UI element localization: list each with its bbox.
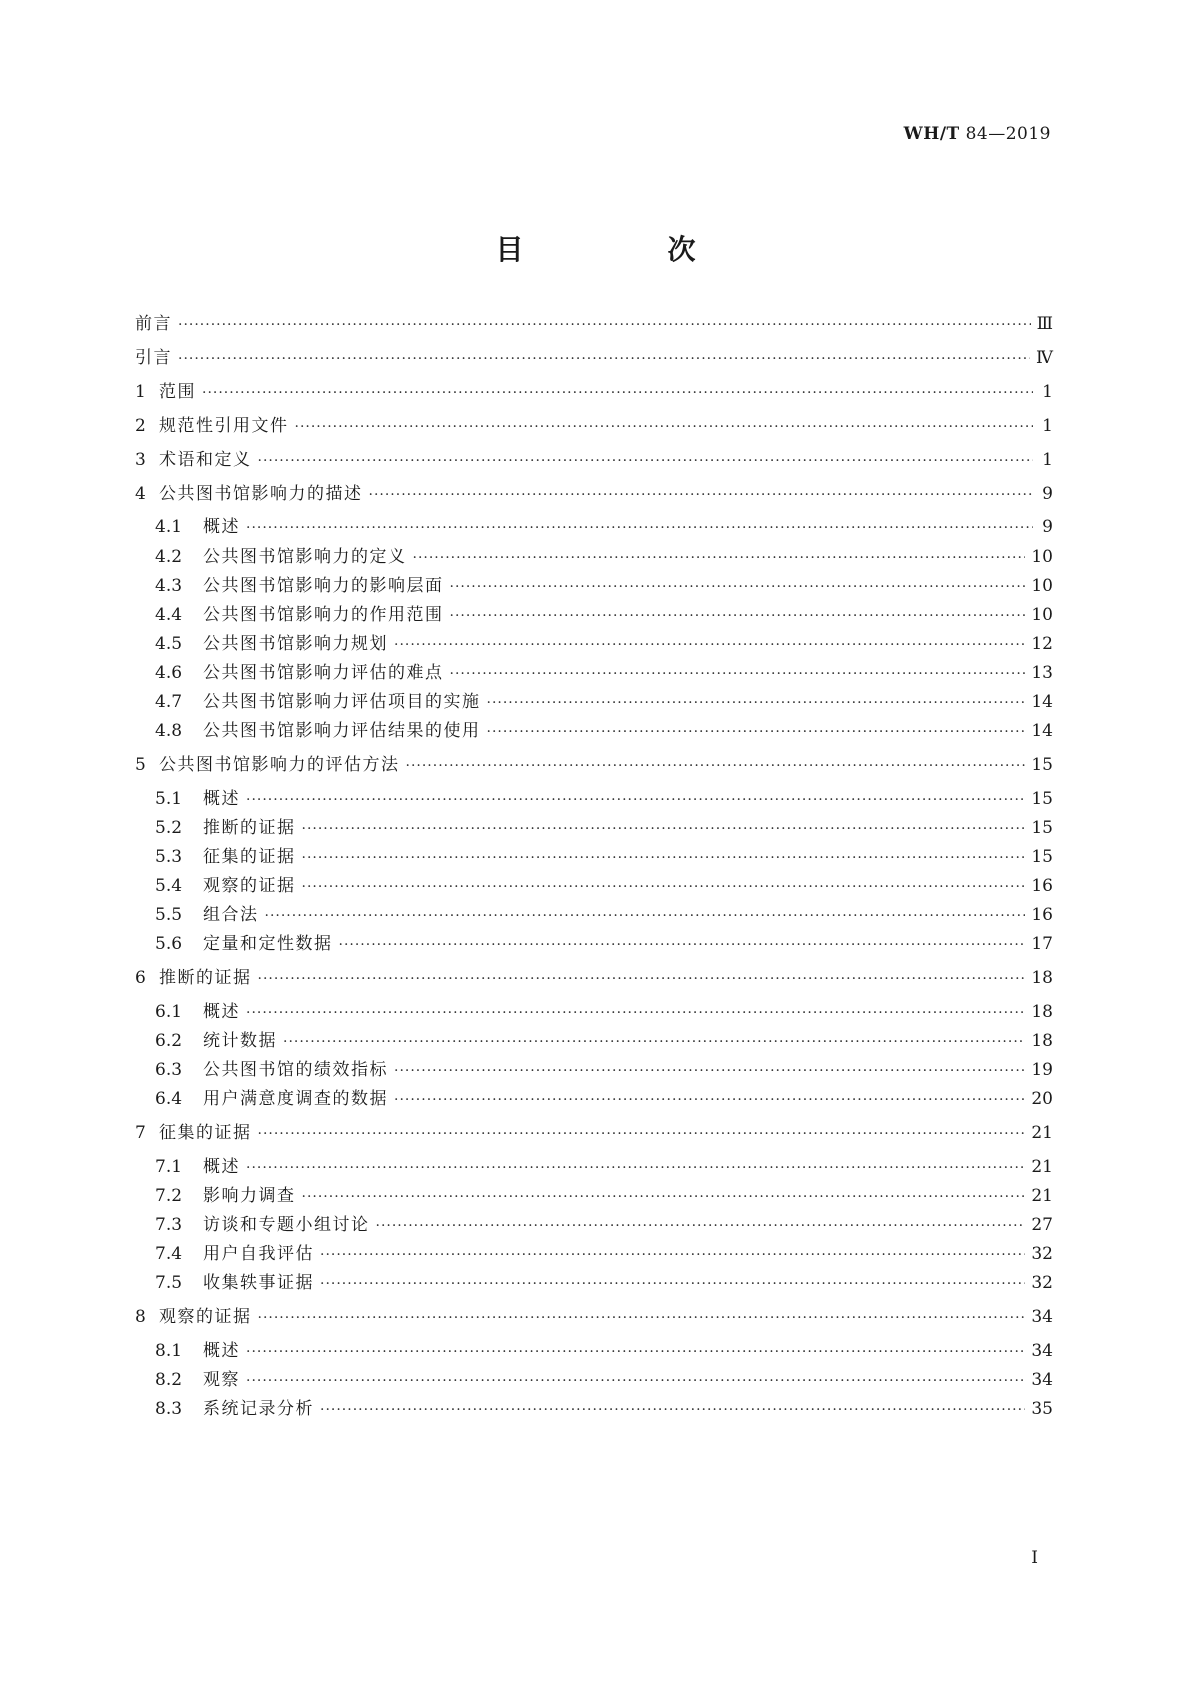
toc-entry-heading bbox=[135, 382, 196, 402]
toc-entry-page: 27 bbox=[1031, 1215, 1053, 1235]
toc-entry-number: 6.2 bbox=[155, 1031, 183, 1051]
toc-entry-number: 4.2 bbox=[155, 547, 183, 567]
toc-dot-leader bbox=[487, 693, 1026, 713]
toc-entry-page: 15 bbox=[1031, 789, 1053, 809]
toc-entry-number: 4.6 bbox=[155, 663, 183, 683]
toc-entry-label: 引言 bbox=[135, 348, 172, 368]
toc-entry[interactable] bbox=[135, 348, 1053, 369]
toc-dot-leader bbox=[450, 577, 1026, 597]
toc-entry-label: 公共图书馆影响力评估的难点 bbox=[203, 663, 444, 683]
toc-entry-number: 5.1 bbox=[155, 789, 183, 809]
toc-entry-number: 5.6 bbox=[155, 934, 183, 954]
toc-entry-page: 18 bbox=[1031, 968, 1053, 988]
toc-entry-label: 范围 bbox=[159, 382, 196, 402]
standard-code bbox=[904, 124, 1051, 144]
toc-entry-heading bbox=[155, 1244, 314, 1264]
toc-entry-label: 术语和定义 bbox=[159, 450, 252, 470]
toc-entry-page: 34 bbox=[1031, 1307, 1053, 1327]
toc-dot-leader bbox=[450, 606, 1026, 626]
toc-entry-number: 7.2 bbox=[155, 1186, 183, 1206]
toc-entry-heading bbox=[155, 1341, 240, 1361]
toc-entry-label: 公共图书馆影响力评估项目的实施 bbox=[203, 692, 481, 712]
toc-entry-page: 15 bbox=[1031, 818, 1053, 838]
toc-entry-number: 1 bbox=[135, 382, 146, 402]
page-number: I bbox=[1031, 1548, 1038, 1568]
toc-dot-leader bbox=[258, 1124, 1026, 1144]
toc-entry-number: 2 bbox=[135, 416, 146, 436]
toc-entry[interactable] bbox=[135, 450, 1053, 471]
toc-entry-number: 4.7 bbox=[155, 692, 183, 712]
toc-entry-number: 5.3 bbox=[155, 847, 183, 867]
toc-entry[interactable] bbox=[135, 1273, 1053, 1294]
toc-entry-page: 1 bbox=[1042, 450, 1053, 470]
toc-entry-page: 16 bbox=[1031, 876, 1053, 896]
toc-entry-label: 组合法 bbox=[203, 905, 259, 925]
toc-entry[interactable] bbox=[135, 1341, 1053, 1362]
toc-entry-heading bbox=[155, 1215, 370, 1235]
toc-dot-leader bbox=[302, 877, 1026, 897]
toc-dot-leader bbox=[302, 1187, 1026, 1207]
toc-entry-label: 用户满意度调查的数据 bbox=[203, 1089, 388, 1109]
toc-entry-heading bbox=[155, 1273, 314, 1293]
toc-entry-number: 7.5 bbox=[155, 1273, 183, 1293]
toc-entry-heading bbox=[155, 576, 444, 596]
toc-entry-number: 6.1 bbox=[155, 1002, 183, 1022]
toc-entry-label: 公共图书馆影响力规划 bbox=[203, 634, 388, 654]
toc-entry-page: 18 bbox=[1031, 1031, 1053, 1051]
toc-entry-heading bbox=[155, 1399, 314, 1419]
toc-entry-page: 21 bbox=[1031, 1123, 1053, 1143]
toc-entry-number: 4.1 bbox=[155, 517, 183, 537]
toc-entry-label: 概述 bbox=[203, 789, 240, 809]
toc-entry-page: 20 bbox=[1031, 1089, 1053, 1109]
toc-dot-leader bbox=[339, 935, 1026, 955]
toc-entry[interactable] bbox=[135, 934, 1053, 955]
toc-entry-heading bbox=[155, 721, 481, 741]
toc-entry[interactable] bbox=[135, 789, 1053, 810]
toc-entry[interactable] bbox=[135, 1123, 1053, 1144]
standard-prefix: WH/T bbox=[903, 124, 960, 144]
page-title: 目 次 bbox=[495, 233, 754, 266]
toc-dot-leader bbox=[394, 1061, 1025, 1081]
toc-entry-number: 5 bbox=[135, 755, 146, 775]
toc-entry-heading bbox=[155, 905, 259, 925]
toc-entry-page: 16 bbox=[1031, 905, 1053, 925]
toc-entry[interactable] bbox=[135, 576, 1053, 597]
toc-entry-number: 6.4 bbox=[155, 1089, 183, 1109]
toc-entry-heading bbox=[135, 1123, 252, 1143]
toc-entry-label: 观察的证据 bbox=[159, 1307, 252, 1327]
toc-dot-leader bbox=[302, 819, 1026, 839]
toc-entry-heading bbox=[155, 1002, 240, 1022]
toc-entry-number: 4.3 bbox=[155, 576, 183, 596]
toc-entry-page: 15 bbox=[1031, 755, 1053, 775]
toc-entry[interactable] bbox=[135, 605, 1053, 626]
toc-entry[interactable] bbox=[135, 1370, 1053, 1391]
toc-dot-leader bbox=[178, 315, 1031, 335]
toc-entry[interactable] bbox=[135, 634, 1053, 655]
toc-entry-label: 收集轶事证据 bbox=[203, 1273, 314, 1293]
toc-entry-heading bbox=[135, 755, 400, 775]
toc-entry-heading bbox=[135, 348, 172, 368]
toc-entry-number: 4.4 bbox=[155, 605, 183, 625]
toc-entry[interactable] bbox=[135, 755, 1053, 776]
toc-entry-label: 公共图书馆影响力的影响层面 bbox=[203, 576, 444, 596]
toc-entry-heading bbox=[135, 484, 363, 504]
toc-dot-leader bbox=[178, 349, 1030, 369]
toc-entry-page: 10 bbox=[1031, 547, 1053, 567]
toc-entry-label: 公共图书馆影响力的作用范围 bbox=[203, 605, 444, 625]
toc-entry-number: 3 bbox=[135, 450, 146, 470]
toc-dot-leader bbox=[246, 1342, 1025, 1362]
toc-dot-leader bbox=[246, 518, 1033, 538]
toc-entry-heading bbox=[155, 789, 240, 809]
toc-entry-label: 统计数据 bbox=[203, 1031, 277, 1051]
toc-entry-heading bbox=[155, 1031, 277, 1051]
toc-entry-page: 32 bbox=[1031, 1244, 1053, 1264]
toc-entry-label: 用户自我评估 bbox=[203, 1244, 314, 1264]
toc-entry-label: 观察的证据 bbox=[203, 876, 296, 896]
toc-entry-page: 21 bbox=[1031, 1186, 1053, 1206]
toc-entry-heading bbox=[135, 450, 252, 470]
toc-entry[interactable] bbox=[135, 517, 1053, 538]
toc-entry-label: 公共图书馆影响力的定义 bbox=[203, 547, 407, 567]
toc-dot-leader bbox=[450, 664, 1026, 684]
toc-entry-heading bbox=[155, 1089, 388, 1109]
toc-dot-leader bbox=[320, 1400, 1025, 1420]
toc-entry-page: 21 bbox=[1031, 1157, 1053, 1177]
toc-entry-heading bbox=[155, 692, 481, 712]
toc-entry-label: 观察 bbox=[203, 1370, 240, 1390]
toc-entry-page: 1 bbox=[1042, 382, 1053, 402]
toc-entry-label: 概述 bbox=[203, 1341, 240, 1361]
toc-entry-heading bbox=[155, 1186, 296, 1206]
toc-dot-leader bbox=[376, 1216, 1026, 1236]
toc-dot-leader bbox=[320, 1274, 1025, 1294]
toc-entry-number: 7.4 bbox=[155, 1244, 183, 1264]
toc-entry-page: 10 bbox=[1031, 576, 1053, 596]
toc-entry-heading bbox=[155, 634, 388, 654]
toc-dot-leader bbox=[246, 790, 1025, 810]
toc-dot-leader bbox=[320, 1245, 1025, 1265]
toc-entry-number: 5.2 bbox=[155, 818, 183, 838]
toc-entry[interactable] bbox=[135, 1157, 1053, 1178]
toc-dot-leader bbox=[413, 548, 1026, 568]
toc-entry[interactable] bbox=[135, 1002, 1053, 1023]
toc-entry-number: 8 bbox=[135, 1307, 146, 1327]
toc-entry-number: 7 bbox=[135, 1123, 146, 1143]
toc-entry-page: 9 bbox=[1042, 484, 1053, 504]
toc-entry-label: 征集的证据 bbox=[159, 1123, 252, 1143]
toc-entry-page: 17 bbox=[1031, 934, 1053, 954]
toc-entry-heading bbox=[155, 1060, 388, 1080]
toc-dot-leader bbox=[369, 485, 1034, 505]
toc-entry-heading bbox=[155, 663, 444, 683]
toc-entry-number: 6.3 bbox=[155, 1060, 183, 1080]
toc-entry-page: 34 bbox=[1031, 1341, 1053, 1361]
toc-entry-label: 系统记录分析 bbox=[203, 1399, 314, 1419]
toc-entry-heading bbox=[135, 416, 289, 436]
toc-entry[interactable] bbox=[135, 547, 1053, 568]
toc-dot-leader bbox=[302, 848, 1026, 868]
toc-dot-leader bbox=[394, 1090, 1025, 1110]
toc-entry[interactable] bbox=[135, 1089, 1053, 1110]
toc-entry-number: 5.4 bbox=[155, 876, 183, 896]
toc-entry-page: 35 bbox=[1031, 1399, 1053, 1419]
toc-entry-heading bbox=[155, 1157, 240, 1177]
toc-entry[interactable] bbox=[135, 314, 1053, 335]
toc-entry-number: 5.5 bbox=[155, 905, 183, 925]
toc-entry-number: 4 bbox=[135, 484, 146, 504]
toc-entry-heading bbox=[135, 314, 172, 334]
toc-entry[interactable] bbox=[135, 905, 1053, 926]
toc-entry-number: 4.5 bbox=[155, 634, 183, 654]
toc-dot-leader bbox=[283, 1032, 1025, 1052]
toc-entry[interactable] bbox=[135, 1399, 1053, 1420]
toc-entry-label: 推断的证据 bbox=[203, 818, 296, 838]
toc-entry[interactable] bbox=[135, 1060, 1053, 1081]
toc-dot-leader bbox=[246, 1158, 1025, 1178]
toc-entry-label: 前言 bbox=[135, 314, 172, 334]
toc-entry-heading bbox=[135, 968, 252, 988]
toc-entry-heading bbox=[155, 876, 296, 896]
toc-entry-page: 18 bbox=[1031, 1002, 1053, 1022]
toc-entry-heading bbox=[155, 847, 296, 867]
toc-entry[interactable] bbox=[135, 1307, 1053, 1328]
toc-entry[interactable] bbox=[135, 847, 1053, 868]
toc-entry-page: 13 bbox=[1031, 663, 1053, 683]
toc-entry-label: 规范性引用文件 bbox=[159, 416, 289, 436]
toc-entry-label: 概述 bbox=[203, 1157, 240, 1177]
toc-entry[interactable] bbox=[135, 382, 1053, 403]
toc-dot-leader bbox=[202, 383, 1033, 403]
toc-dot-leader bbox=[487, 722, 1026, 742]
toc-entry[interactable] bbox=[135, 1244, 1053, 1265]
toc-entry[interactable] bbox=[135, 1031, 1053, 1052]
toc-entry-heading bbox=[155, 517, 240, 537]
toc-dot-leader bbox=[394, 635, 1025, 655]
toc-entry[interactable] bbox=[135, 692, 1053, 713]
toc-entry-page: 9 bbox=[1042, 517, 1053, 537]
toc-dot-leader bbox=[258, 451, 1034, 471]
toc-entry[interactable] bbox=[135, 484, 1053, 505]
toc-dot-leader bbox=[258, 1308, 1026, 1328]
toc-entry-label: 公共图书馆的绩效指标 bbox=[203, 1060, 388, 1080]
toc-entry-label: 概述 bbox=[203, 517, 240, 537]
toc-entry-page: 14 bbox=[1031, 721, 1053, 741]
toc-dot-leader bbox=[258, 969, 1026, 989]
toc-entry-page: 10 bbox=[1031, 605, 1053, 625]
toc-entry-label: 公共图书馆影响力的评估方法 bbox=[159, 755, 400, 775]
toc-entry-page: Ⅲ bbox=[1036, 314, 1053, 334]
toc-entry-number: 7.3 bbox=[155, 1215, 183, 1235]
toc-entry[interactable] bbox=[135, 818, 1053, 839]
toc-entry-heading bbox=[155, 934, 333, 954]
toc-entry[interactable] bbox=[135, 1186, 1053, 1207]
toc-entry-number: 7.1 bbox=[155, 1157, 183, 1177]
toc-entry-page: 14 bbox=[1031, 692, 1053, 712]
toc-dot-leader bbox=[406, 756, 1026, 776]
toc-entry-label: 公共图书馆影响力评估结果的使用 bbox=[203, 721, 481, 741]
toc-entry-heading bbox=[135, 1307, 252, 1327]
toc-entry-number: 8.2 bbox=[155, 1370, 183, 1390]
toc-entry[interactable] bbox=[135, 968, 1053, 989]
toc-dot-leader bbox=[265, 906, 1026, 926]
toc-dot-leader bbox=[295, 417, 1034, 437]
toc-entry[interactable] bbox=[135, 876, 1053, 897]
toc-entry-page: 19 bbox=[1031, 1060, 1053, 1080]
toc-entry[interactable] bbox=[135, 721, 1053, 742]
toc-entry-heading bbox=[155, 818, 296, 838]
toc-entry-label: 推断的证据 bbox=[159, 968, 252, 988]
toc-entry-page: 34 bbox=[1031, 1370, 1053, 1390]
toc-entry-page: 15 bbox=[1031, 847, 1053, 867]
toc-entry-heading bbox=[155, 1370, 240, 1390]
toc-entry[interactable] bbox=[135, 1215, 1053, 1236]
toc-entry-heading bbox=[155, 605, 444, 625]
toc-entry-label: 征集的证据 bbox=[203, 847, 296, 867]
toc-entry[interactable] bbox=[135, 663, 1053, 684]
toc-entry-number: 8.3 bbox=[155, 1399, 183, 1419]
toc-dot-leader bbox=[246, 1371, 1025, 1391]
standard-number: 84—2019 bbox=[965, 124, 1051, 144]
toc-entry-label: 访谈和专题小组讨论 bbox=[203, 1215, 370, 1235]
toc-entry-page: Ⅳ bbox=[1036, 348, 1053, 368]
toc-dot-leader bbox=[246, 1003, 1025, 1023]
toc-entry-number: 8.1 bbox=[155, 1341, 183, 1361]
toc-entry-number: 6 bbox=[135, 968, 146, 988]
toc-entry-heading bbox=[155, 547, 407, 567]
toc-entry-label: 概述 bbox=[203, 1002, 240, 1022]
toc-entry-page: 12 bbox=[1031, 634, 1053, 654]
toc-entry[interactable] bbox=[135, 416, 1053, 437]
toc-entry-number: 4.8 bbox=[155, 721, 183, 741]
toc-entry-label: 影响力调查 bbox=[203, 1186, 296, 1206]
toc-entry-page: 32 bbox=[1031, 1273, 1053, 1293]
toc-entry-label: 定量和定性数据 bbox=[203, 934, 333, 954]
toc-entry-page: 1 bbox=[1042, 416, 1053, 436]
toc-entry-label: 公共图书馆影响力的描述 bbox=[159, 484, 363, 504]
